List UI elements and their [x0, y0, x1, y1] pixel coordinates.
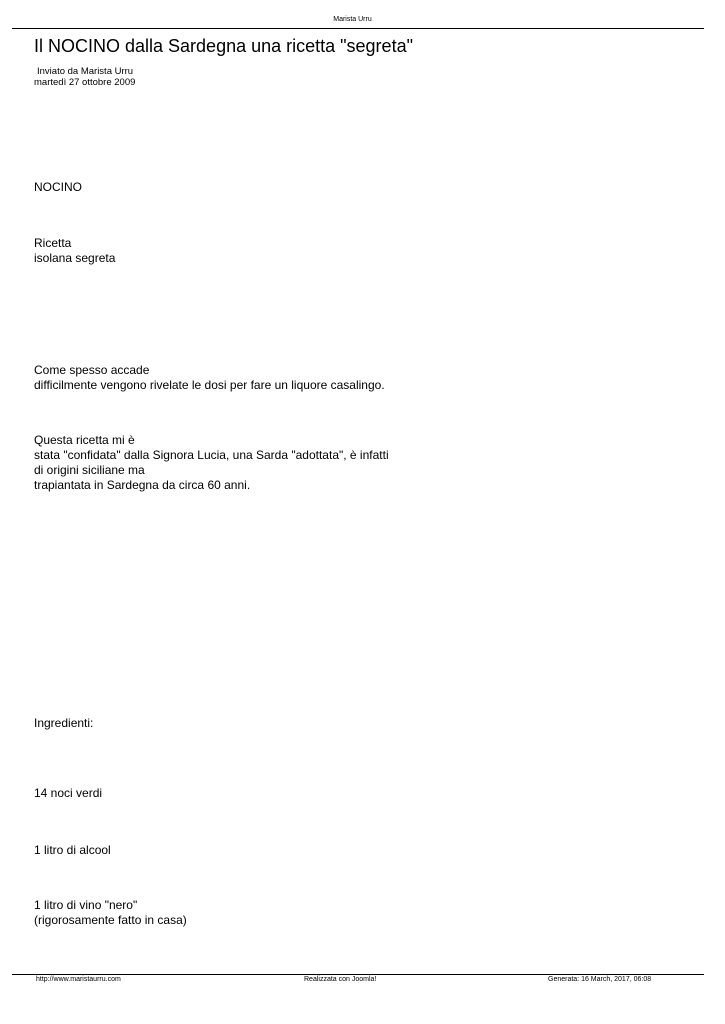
text-line: 1 litro di alcool [34, 843, 111, 857]
ingredient-item [34, 786, 102, 801]
ingredients-heading [34, 716, 93, 731]
text-line: Come spesso accade [34, 363, 150, 377]
header-divider [12, 28, 704, 29]
paragraph-nocino [34, 180, 82, 195]
header-site-name: Marista Urru [333, 16, 372, 23]
text-line: NOCINO [34, 180, 82, 194]
text-line: Questa ricetta mi è [34, 433, 135, 447]
text-line: 1 litro di vino "nero" [34, 898, 138, 912]
text-line: trapiantata in Sardegna da circa 60 anni. [34, 478, 251, 492]
footer-url: http://www.maristaurru.com [36, 976, 121, 983]
text-line: di origini siciliane ma [34, 463, 145, 477]
text-line: difficilmente vengono rivelate le dosi per fare un liquore casalingo. [34, 378, 385, 392]
article-date: martedì 27 ottobre 2009 [34, 77, 136, 88]
footer-divider [12, 974, 704, 975]
footer-cms-credit: Realizzata con Joomla! [304, 976, 377, 983]
paragraph-origin [34, 433, 389, 493]
article-author: Inviato da Marista Urru [37, 66, 134, 77]
ingredient-item [34, 898, 187, 928]
article-title: Il NOCINO dalla Sardegna una ricetta "segreta" [34, 36, 413, 56]
paragraph-ricetta [34, 236, 115, 266]
text-line: 14 noci verdi [34, 786, 103, 800]
text-line: stata "confidata" dalla Signora Lucia, una Sarda "adottata", è infatti [34, 448, 389, 462]
ingredient-item [34, 843, 111, 858]
text-line: Ricetta [34, 236, 72, 250]
text-line: isolana segreta [34, 251, 116, 265]
text-line: (rigorosamente fatto in casa) [34, 913, 187, 927]
footer-generated-date: Generata: 16 March, 2017, 06:08 [548, 976, 652, 983]
paragraph-intro [34, 363, 385, 393]
text-line: Ingredienti: [34, 716, 94, 730]
